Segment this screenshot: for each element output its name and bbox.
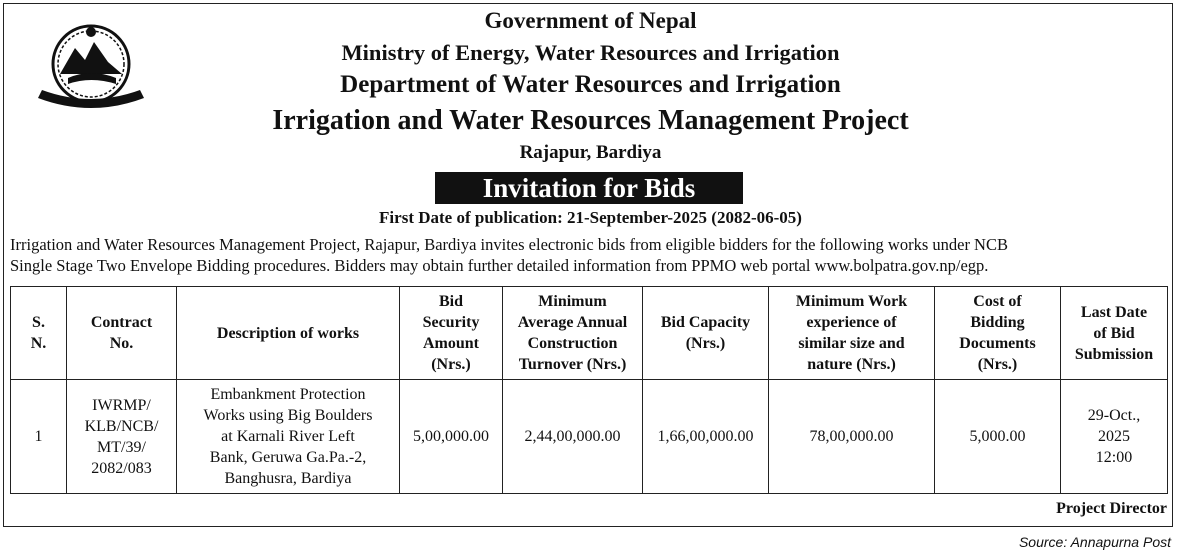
- header-deadline: Last Date of Bid Submission: [1061, 287, 1168, 380]
- intro-paragraph: [10, 234, 1170, 276]
- notice-title: Invitation for Bids: [435, 172, 743, 204]
- cell-sn: 1: [11, 380, 67, 494]
- bids-table: [10, 286, 1168, 494]
- government-title: Government of Nepal: [484, 8, 697, 33]
- intro-line: Irrigation and Water Resources Management Project, Rajapur, Bardiya invites electronic bids from eligible bidders for the following works under NCB: [10, 235, 1008, 254]
- cell-cost: 5,000.00: [935, 380, 1061, 494]
- table-row: [11, 380, 1168, 494]
- project-title: Irrigation and Water Resources Management Project: [272, 105, 909, 136]
- cell-bid-capacity: 1,66,00,000.00: [643, 380, 769, 494]
- header-contract: Contract No.: [67, 287, 177, 380]
- location: Rajapur, Bardiya: [519, 142, 662, 163]
- cell-deadline: 29-Oct., 2025 12:00: [1061, 380, 1168, 494]
- header-experience: Minimum Work experience of similar size and nature (Nrs.): [769, 287, 935, 380]
- header-sn: S. N.: [11, 287, 67, 380]
- intro-line: Single Stage Two Envelope Bidding procedures. Bidders may obtain further detailed information from PPMO web portal www.bolpatra.gov.np/egp.: [10, 256, 989, 275]
- cell-description: Embankment Protection Works using Big Boulders at Karnali River Left Bank, Geruwa Ga.Pa.-2, Banghusra, Bardiya: [177, 380, 400, 494]
- cell-contract: IWRMP/ KLB/NCB/ MT/39/ 2082/083: [67, 380, 177, 494]
- cell-bid-security: 5,00,000.00: [400, 380, 503, 494]
- publication-date: First Date of publication: 21-September-2025 (2082-06-05): [379, 208, 802, 227]
- cell-turnover: 2,44,00,000.00: [503, 380, 643, 494]
- header-description: Description of works: [177, 287, 400, 380]
- signature-project-director: Project Director: [1056, 500, 1167, 517]
- source-credit: Source: Annapurna Post: [1018, 534, 1171, 550]
- cell-experience: 78,00,000.00: [769, 380, 935, 494]
- department-title: Department of Water Resources and Irrigation: [340, 71, 841, 98]
- header-cost: Cost of Bidding Documents (Nrs.): [935, 287, 1061, 380]
- ministry-title: Ministry of Energy, Water Resources and Irrigation: [341, 40, 840, 65]
- header-bid-capacity: Bid Capacity (Nrs.): [643, 287, 769, 380]
- header-bid-security: Bid Security Amount (Nrs.): [400, 287, 503, 380]
- header-turnover: Minimum Average Annual Construction Turnover (Nrs.): [503, 287, 643, 380]
- table-header-row: [11, 287, 1168, 380]
